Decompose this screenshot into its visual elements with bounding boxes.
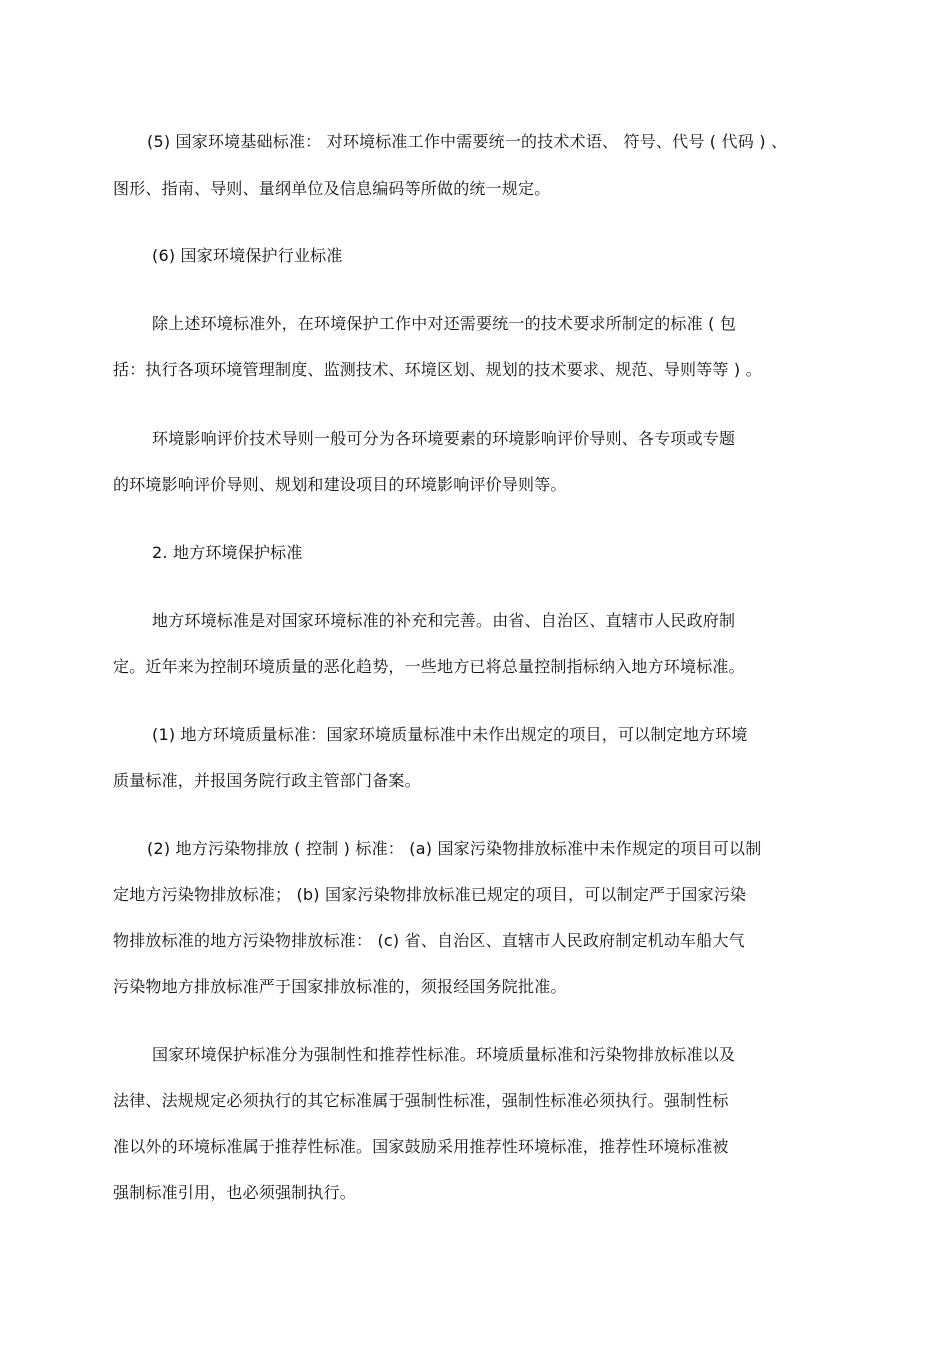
text-line: (2) 地方污染物排放 ( 控制 ) 标准： (a) 国家污染物排放标准中未作规定的项目可以制 <box>147 839 762 858</box>
text-line: 法律、法规规定必须执行的其它标准属于强制性标准，强制性标准必须执行。强制性标 <box>113 1091 729 1110</box>
text-line: 地方环境标准是对国家环境标准的补充和完善。由省、自治区、直辖市人民政府制 <box>152 611 736 630</box>
text-line: 质量标准，并报国务院行政主管部门备案。 <box>113 771 421 790</box>
text-line: 物排放标准的地方污染物排放标准： (c) 省、自治区、直辖市人民政府制定机动车船大气 <box>113 931 745 950</box>
text-line: 环境影响评价技术导则一般可分为各环境要素的环境影响评价导则、各专项或专题 <box>152 429 736 448</box>
text-line: 的环境影响评价导则、规划和建设项目的环境影响评价导则等。 <box>113 475 567 494</box>
text-line: (5) 国家环境基础标准： 对环境标准工作中需要统一的技术术语、 符号、代号 ( 代码 ) 、 <box>147 132 788 151</box>
text-line: 括：执行各项环境管理制度、监测技术、环境区划、规划的技术要求、规范、导则等等 ) 。 <box>113 360 762 379</box>
text-line: 强制标准引用，也必须强制执行。 <box>113 1183 357 1202</box>
text-line: 定。近年来为控制环境质量的恶化趋势，一些地方已将总量控制指标纳入地方环境标准。 <box>113 657 745 676</box>
text-line: 污染物地方排放标准严于国家排放标准的，须报经国务院批准。 <box>113 977 567 996</box>
text-line: 图形、指南、导则、量纲单位及信息编码等所做的统一规定。 <box>113 179 551 198</box>
text-line: (1) 地方环境质量标准：国家环境质量标准中未作出规定的项目，可以制定地方环境 <box>152 725 748 744</box>
section-title: 2. 地方环境保护标准 <box>152 543 303 562</box>
text-line: 准以外的环境标准属于推荐性标准。国家鼓励采用推荐性环境标准，推荐性环境标准被 <box>113 1137 729 1156</box>
text-line: 除上述环境标准外，在环境保护工作中对还需要统一的技术要求所制定的标准 ( 包 <box>152 314 737 333</box>
text-line: 定地方污染物排放标准； (b) 国家污染物排放标准已规定的项目，可以制定严于国家污染 <box>113 885 747 904</box>
text-line: (6) 国家环境保护行业标准 <box>152 246 343 265</box>
text-line: 国家环境保护标准分为强制性和推荐性标准。环境质量标准和污染物排放标准以及 <box>152 1045 736 1064</box>
